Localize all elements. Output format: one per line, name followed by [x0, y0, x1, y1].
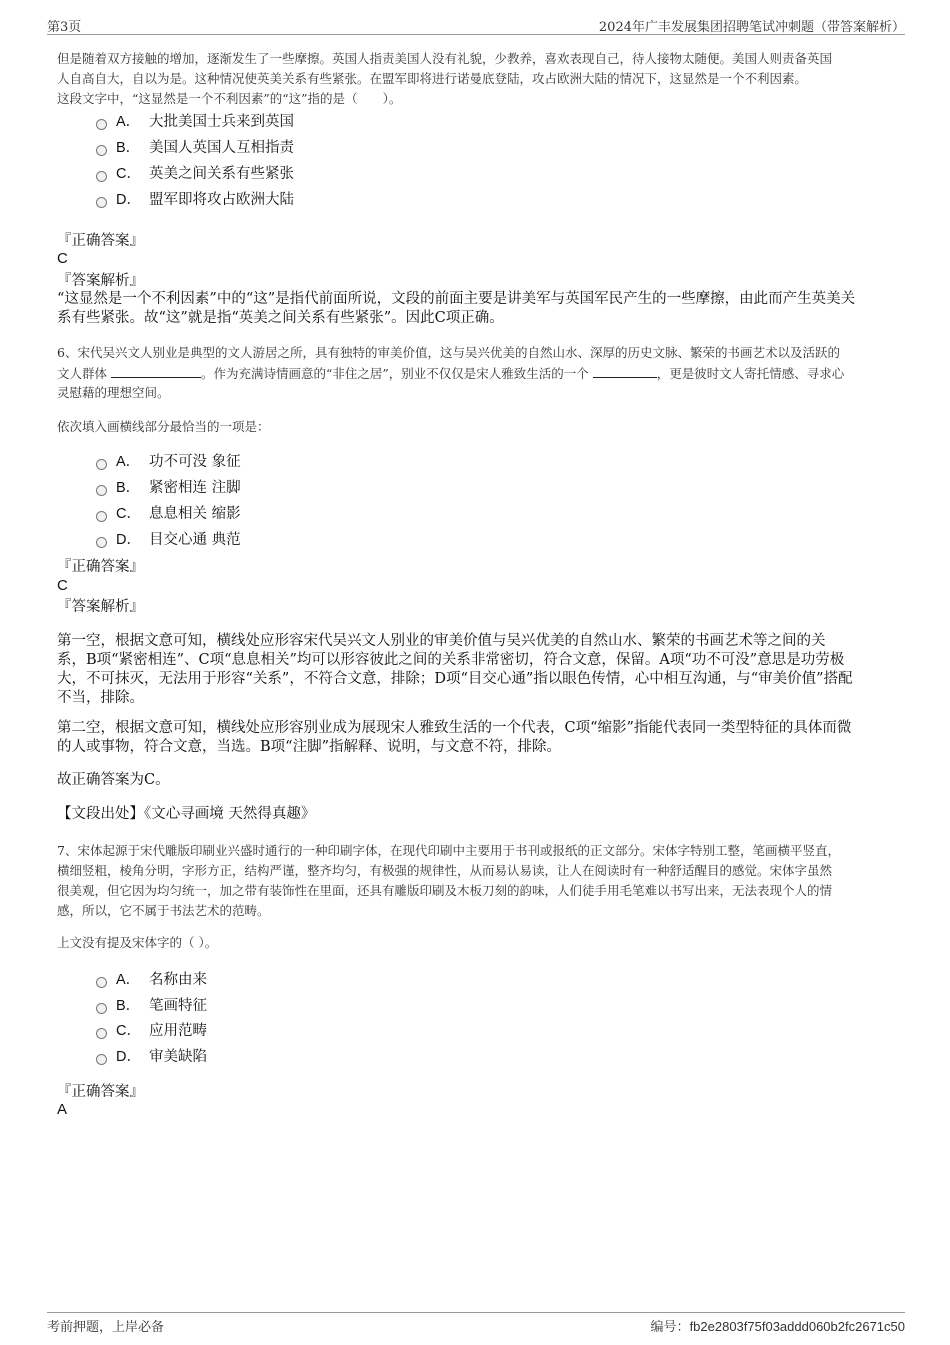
q6-source: 【文段出处】《文心寻画境 天然得真趣》	[57, 806, 316, 822]
q6-stem-line-1: 6、宋代吴兴文人别业是典型的文人游居之所，具有独特的审美价值，这与吴兴优美的自然山水、深厚的历史文脉、繁荣的书画艺术以及活跃的	[57, 345, 840, 360]
fill-blank-1	[111, 364, 201, 378]
q6-analysis-p1-line-3: 大，不可抹灭，无法用于形容“关系”，不符合文意，排除；D项“目交心通”指以眼色传情，心中相互沟通，与“审美价值”搭配	[57, 671, 853, 687]
radio-icon[interactable]	[96, 119, 107, 130]
q7-option-a[interactable]: A． 名称由来	[96, 970, 207, 990]
radio-icon[interactable]	[96, 537, 107, 548]
q5-passage-line-2: 人自高自大，自以为是。这种情况使英美关系有些紧张。在盟军即将进行诺曼底登陆，攻占欧洲大陆的情况下，这显然是一个不利因素。	[57, 71, 808, 86]
q6-conclusion: 故正确答案为C。	[57, 772, 170, 788]
q7-option-d[interactable]: D． 审美缺陷	[96, 1047, 207, 1067]
radio-icon[interactable]	[96, 1003, 107, 1014]
q6-analysis-p1-line-2: 系，B项“紧密相连”、C项“息息相关”均可以形容彼此之间的关系非常密切，符合文意，保留。A项“功不可没”意思是功劳极	[57, 652, 845, 668]
radio-icon[interactable]	[96, 171, 107, 182]
q6-answer-label: 『正确答案』	[57, 559, 144, 575]
q5-answer: C	[57, 250, 68, 267]
q6-question: 依次填入画横线部分最恰当的一项是：	[57, 419, 270, 434]
q6-stem-line-2: 文人群体 。作为充满诗情画意的“非住之居”，别业不仅仅是宋人雅致生活的一个 ，更是彼时文人寄托情感、寻求心	[57, 366, 845, 381]
radio-icon[interactable]	[96, 1028, 107, 1039]
q7-stem-line-3: 很美观，但它因为均匀统一，加之带有装饰性在里面，还具有雕版印刷及木板刀刻的韵味，人们徒手用毛笔难以书写出来，无法表现个人的情	[57, 883, 833, 898]
q6-option-b[interactable]: B． 紧密相连 注脚	[96, 478, 241, 498]
q7-stem-line-4: 感，所以，它不属于书法艺术的范畴。	[57, 903, 270, 918]
q5-analysis-line-1: “这显然是一个不利因素”中的“这”是指代前面所说，文段的前面主要是讲美军与英国军民产生的一些摩擦，由此而产生英美关	[57, 291, 856, 307]
radio-icon[interactable]	[96, 459, 107, 470]
q7-question: 上文没有提及宋体字的（ ）。	[57, 935, 218, 950]
q6-analysis-p2-line-2: 的人或事物，符合文意，当选。B项“注脚”指解释、说明，与文意不符，排除。	[57, 739, 561, 755]
q5-analysis-line-2: 系有些紧张。故“这”就是指“英美之间关系有些紧张”。因此C项正确。	[57, 310, 504, 326]
page-footer	[47, 1312, 905, 1333]
q7-stem-line-1: 7、宋体起源于宋代雕版印刷业兴盛时通行的一种印刷字体，在现代印刷中主要用于书刊或报纸的正文部分。宋体字特别工整，笔画横平竖直，	[57, 843, 840, 858]
q5-option-c[interactable]: C． 英美之间关系有些紧张	[96, 164, 294, 184]
q5-question: 这段文字中，“这显然是一个不利因素”的“这”指的是（ ）。	[57, 91, 402, 106]
q6-analysis-p1-line-4: 不当，排除。	[57, 690, 144, 706]
q7-option-b[interactable]: B． 笔画特征	[96, 996, 207, 1016]
document-code: 编号：fb2e2803f75f03addd060b2fc2671c50	[650, 1319, 905, 1335]
q6-option-d[interactable]: D． 目交心通 典范	[96, 530, 241, 550]
q6-option-c[interactable]: C． 息息相关 缩影	[96, 504, 241, 524]
radio-icon[interactable]	[96, 511, 107, 522]
q6-analysis-label: 『答案解析』	[57, 599, 144, 615]
q6-option-a[interactable]: A． 功不可没 象征	[96, 452, 241, 472]
q5-analysis-label: 『答案解析』	[57, 273, 144, 289]
page-header	[47, 14, 905, 35]
q6-analysis-p1-line-1: 第一空，根据文意可知，横线处应形容宋代吴兴文人别业的审美价值与吴兴优美的自然山水、繁荣的书画艺术等之间的关	[57, 633, 826, 649]
q5-answer-label: 『正确答案』	[57, 233, 144, 249]
q6-answer: C	[57, 577, 68, 594]
q7-stem-line-2: 横细竖粗，棱角分明，字形方正，结构严谨，整齐均匀，有极强的规律性，从而易认易读，让人在阅读时有一种舒适醒目的感觉。宋体字虽然	[57, 863, 833, 878]
radio-icon[interactable]	[96, 1054, 107, 1065]
q7-answer-label: 『正确答案』	[57, 1084, 144, 1100]
q7-option-c[interactable]: C． 应用范畴	[96, 1021, 207, 1041]
fill-blank-2	[593, 364, 657, 378]
q5-option-a[interactable]: A． 大批美国士兵来到英国	[96, 112, 294, 132]
q6-analysis-p2-line-1: 第二空，根据文意可知，横线处应形容别业成为展现宋人雅致生活的一个代表，C项“缩影”指能代表同一类型特征的具体而微	[57, 720, 852, 736]
q6-stem-line-3: 灵慰藉的理想空间。	[57, 385, 170, 400]
page-number: 第3页	[47, 20, 82, 35]
radio-icon[interactable]	[96, 197, 107, 208]
document-title: 2024年广丰发展集团招聘笔试冲刺题（带答案解析）	[598, 20, 905, 35]
q5-passage-line-1: 但是随着双方接触的增加，逐渐发生了一些摩擦。英国人指责美国人没有礼貌，少教养，喜欢表现自己，待人接物太随便。美国人则责备英国	[57, 51, 833, 66]
radio-icon[interactable]	[96, 485, 107, 496]
radio-icon[interactable]	[96, 145, 107, 156]
q5-option-d[interactable]: D． 盟军即将攻占欧洲大陆	[96, 190, 294, 210]
radio-icon[interactable]	[96, 977, 107, 988]
footer-slogan: 考前押题，上岸必备	[47, 1320, 165, 1335]
q5-option-b[interactable]: B． 美国人英国人互相指责	[96, 138, 294, 158]
q7-answer: A	[57, 1101, 68, 1118]
